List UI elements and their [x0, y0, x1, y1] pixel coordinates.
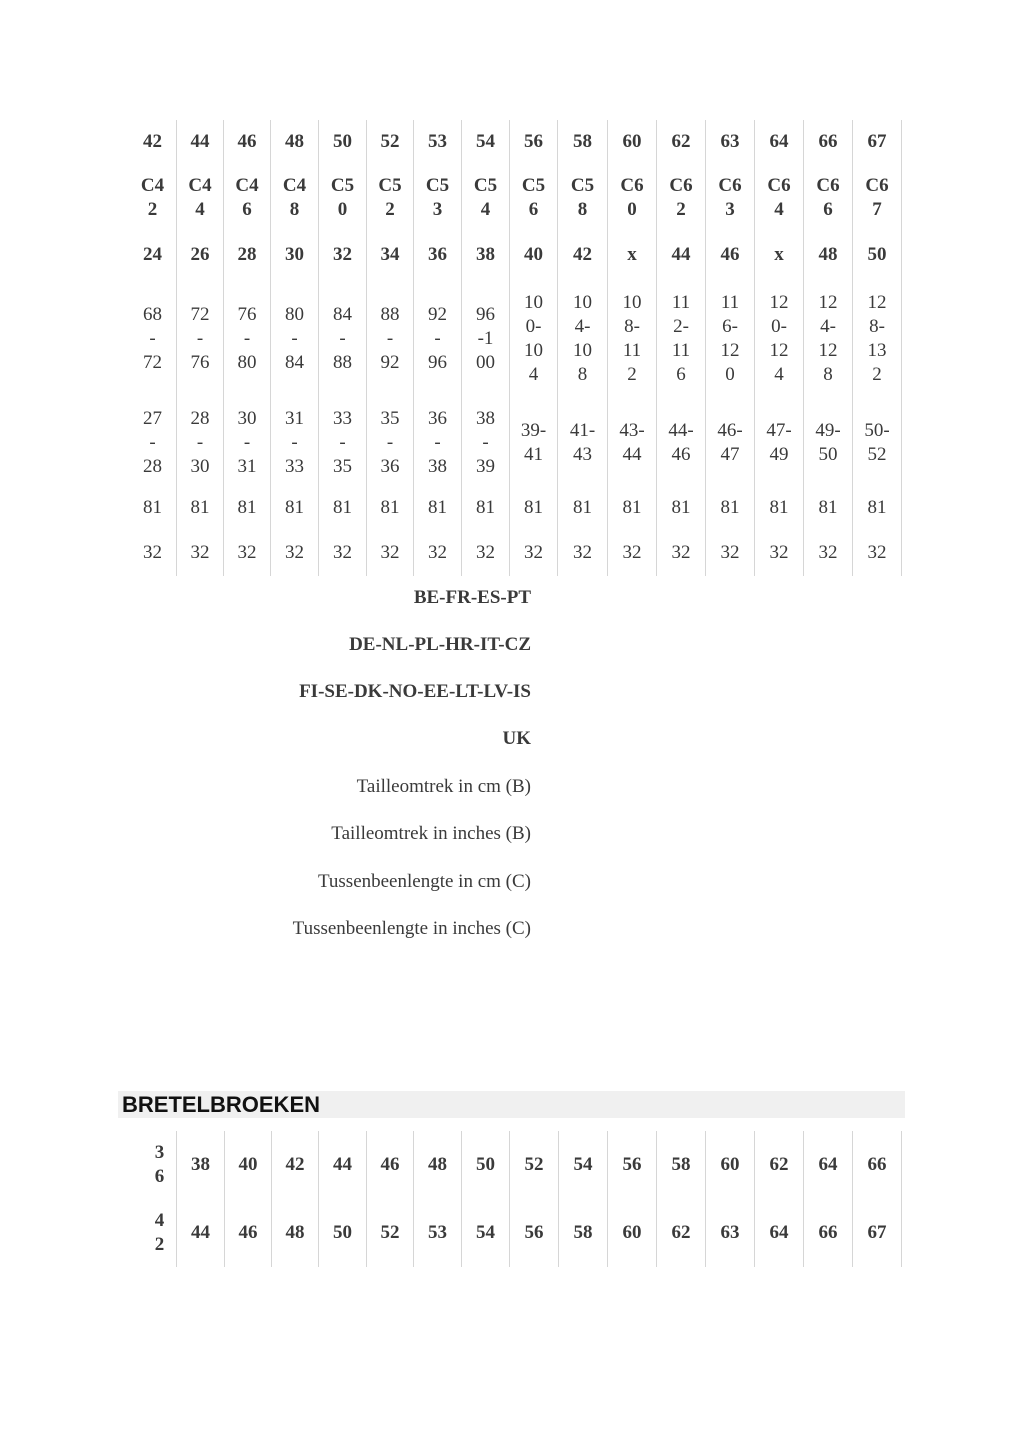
cell-c-size: C6 7 — [865, 175, 889, 220]
cell-inseam-cm: 81 — [143, 496, 162, 518]
cell-eu-size: 58 — [573, 131, 592, 152]
cell-waist-cm: 12 4- 12 8 — [818, 292, 838, 385]
table-column — [143, 1131, 177, 1267]
cell-inseam-cm: 81 — [622, 496, 642, 518]
cell-eu-size: 54 — [476, 131, 495, 152]
cell-waist-inches: 43- 44 — [619, 419, 645, 465]
cell-eu-size: 50 — [333, 1222, 352, 1243]
cell-be-size: 58 — [671, 1154, 691, 1175]
cell-eu-size: 63 — [720, 1222, 740, 1243]
cell-inseam-cm: 81 — [524, 496, 543, 518]
cell-eu-size: 52 — [380, 131, 400, 152]
table-column — [755, 120, 804, 576]
cell-inseam-cm: 81 — [428, 496, 447, 518]
cell-eu-size: 52 — [380, 1222, 400, 1243]
label-fi-se-dk-no-ee-lt-lv-is: FI-SE-DK-NO-EE-LT-LV-IS — [299, 681, 531, 702]
cell-uk-size: 30 — [285, 244, 304, 265]
table-column — [558, 120, 608, 576]
cell-be-size: 40 — [238, 1154, 258, 1175]
cell-waist-inches: 49- 50 — [815, 419, 841, 465]
cell-eu-size: 62 — [671, 1222, 691, 1243]
cell-be-size: 66 — [867, 1154, 887, 1175]
cell-waist-inches: 36 - 38 — [428, 407, 447, 477]
cell-waist-inches: 35 - 36 — [380, 407, 400, 477]
cell-waist-inches: 46- 47 — [717, 419, 743, 465]
cell-waist-cm: 10 4- 10 8 — [573, 292, 592, 385]
cell-waist-inches: 47- 49 — [766, 419, 792, 465]
cell-inseam-inches: 32 — [622, 541, 642, 563]
cell-inseam-inches: 32 — [671, 541, 691, 563]
table-column — [129, 120, 177, 576]
cell-be-size: 56 — [622, 1154, 642, 1175]
cell-inseam-cm: 81 — [285, 496, 304, 518]
cell-waist-inches: 44- 46 — [668, 419, 694, 465]
cell-inseam-inches: 32 — [143, 541, 162, 563]
cell-uk-size: 38 — [476, 244, 495, 265]
table-column — [367, 120, 414, 576]
label-de-nl-pl-hr-it-cz: DE-NL-PL-HR-IT-CZ — [349, 634, 531, 655]
cell-waist-cm: 84 - 88 — [333, 304, 352, 373]
cell-eu-size: 58 — [573, 1222, 593, 1243]
cell-waist-inches: 30 - 31 — [237, 407, 257, 477]
cell-be-size: 52 — [524, 1154, 544, 1175]
table-column — [706, 120, 755, 576]
cell-inseam-cm: 81 — [720, 496, 740, 518]
cell-be-size: 60 — [720, 1154, 740, 1175]
cell-waist-inches: 27 - 28 — [143, 407, 162, 477]
cell-inseam-cm: 81 — [573, 496, 592, 518]
table-column — [510, 1131, 559, 1267]
cell-waist-inches: 33 - 35 — [333, 407, 352, 477]
label-waist-inches: Tailleomtrek in inches (B) — [331, 823, 531, 844]
cell-eu-size: 67 — [867, 1222, 887, 1243]
cell-eu-size: 48 — [285, 131, 304, 152]
cell-waist-cm: 10 0- 10 4 — [524, 292, 543, 385]
cell-eu-size: 53 — [428, 1222, 447, 1243]
cell-eu-size: 63 — [720, 131, 740, 152]
table-column — [706, 1131, 755, 1267]
cell-inseam-inches: 32 — [867, 541, 887, 563]
cell-c-size: C6 0 — [620, 175, 644, 220]
cell-waist-cm: 76 - 80 — [237, 304, 257, 373]
cell-inseam-cm: 81 — [818, 496, 838, 518]
cell-inseam-cm: 81 — [237, 496, 257, 518]
cell-be-size: 64 — [818, 1154, 838, 1175]
section-title: BRETELBROEKEN — [122, 1092, 321, 1117]
table-column — [177, 120, 224, 576]
cell-inseam-inches: 32 — [769, 541, 789, 563]
cell-eu-size: 56 — [524, 131, 543, 152]
table-column — [319, 1131, 367, 1267]
cell-be-size: 62 — [769, 1154, 789, 1175]
section-header — [118, 1091, 905, 1118]
cell-c-size: C4 2 — [140, 175, 165, 220]
cell-c-size: C4 4 — [188, 175, 212, 220]
cell-waist-cm: 68 - 72 — [143, 304, 162, 373]
cell-waist-inches: 39- 41 — [520, 419, 547, 465]
cell-inseam-inches: 32 — [333, 541, 352, 563]
table-column — [608, 1131, 657, 1267]
cell-be-size: 44 — [333, 1154, 352, 1175]
cell-waist-cm: 11 6- 12 0 — [720, 292, 740, 385]
cell-c-size: C4 8 — [282, 175, 307, 220]
cell-inseam-inches: 32 — [237, 541, 257, 563]
table-column — [414, 120, 462, 576]
table-column — [608, 120, 657, 576]
cell-eu-size: 66 — [818, 131, 838, 152]
cell-uk-size: 46 — [720, 244, 740, 265]
cell-be-size: 50 — [476, 1154, 495, 1175]
label-waist-cm: Tailleomtrek in cm (B) — [356, 776, 531, 797]
cell-eu-size: 60 — [622, 131, 642, 152]
cell-c-size: C6 4 — [767, 175, 791, 220]
cell-c-size: C5 3 — [425, 175, 450, 220]
cell-waist-inches: 50- 52 — [864, 419, 890, 465]
cell-uk-size: 42 — [573, 244, 592, 265]
cell-c-size: C5 4 — [473, 175, 498, 220]
cell-waist-inches: 38 - 39 — [476, 407, 495, 477]
cell-inseam-inches: 32 — [380, 541, 400, 563]
cell-eu-size: 44 — [191, 1222, 210, 1243]
cell-inseam-inches: 32 — [524, 541, 543, 563]
cell-uk-size: 50 — [867, 244, 887, 265]
cell-waist-cm: 10 8- 11 2 — [622, 292, 642, 385]
table-column — [510, 120, 558, 576]
table-column — [853, 1131, 902, 1267]
cell-eu-size: 42 — [143, 131, 162, 152]
cell-c-size: C6 6 — [816, 175, 840, 220]
cell-be-size: 48 — [428, 1154, 447, 1175]
table-column — [367, 1131, 414, 1267]
cell-inseam-inches: 32 — [818, 541, 838, 563]
cell-eu-size: 64 — [769, 1222, 789, 1243]
cell-c-size: C5 2 — [378, 175, 402, 220]
cell-uk-size: 32 — [333, 244, 352, 265]
table-column — [462, 1131, 510, 1267]
cell-waist-inches: 31 - 33 — [285, 407, 304, 477]
cell-uk-size: 24 — [143, 244, 162, 265]
cell-waist-cm: 12 8- 13 2 — [867, 292, 887, 385]
cell-uk-size: x — [627, 244, 637, 265]
table-column — [271, 120, 319, 576]
cell-inseam-cm: 81 — [769, 496, 789, 518]
table-column — [657, 1131, 706, 1267]
cell-c-size: C5 0 — [330, 175, 355, 220]
cell-c-size: C4 6 — [235, 175, 259, 220]
cell-eu-size: 48 — [285, 1222, 305, 1243]
cell-uk-size: x — [774, 244, 784, 265]
cell-inseam-inches: 32 — [720, 541, 740, 563]
cell-uk-size: 48 — [818, 244, 838, 265]
cell-waist-cm: 11 2- 11 6 — [671, 292, 691, 385]
cell-inseam-inches: 32 — [428, 541, 447, 563]
cell-eu-size: 66 — [818, 1222, 838, 1243]
cell-eu-size: 50 — [333, 131, 352, 152]
cell-eu-size: 46 — [238, 1222, 258, 1243]
cell-c-size: C5 6 — [521, 175, 546, 220]
cell-be-size: 46 — [380, 1154, 400, 1175]
cell-waist-cm: 88 - 92 — [380, 304, 400, 373]
cell-waist-cm: 92 - 96 — [428, 304, 447, 373]
cell-eu-size: 60 — [622, 1222, 642, 1243]
table-column — [462, 120, 510, 576]
label-inseam-cm: Tussenbeenlengte in cm (C) — [317, 871, 531, 892]
cell-eu-size: 54 — [476, 1222, 495, 1243]
table-column — [225, 1131, 272, 1267]
cell-eu-size: 64 — [769, 131, 789, 152]
label-be-fr-es-pt: BE-FR-ES-PT — [413, 587, 531, 608]
cell-uk-size: 44 — [671, 244, 691, 265]
cell-waist-cm: 72 - 76 — [190, 304, 210, 373]
cell-c-size: C5 8 — [570, 175, 595, 220]
cell-uk-size: 36 — [428, 244, 447, 265]
cell-uk-size: 26 — [190, 244, 210, 265]
cell-eu-size: 53 — [428, 131, 447, 152]
cell-inseam-inches: 32 — [573, 541, 592, 563]
table-column — [224, 120, 271, 576]
cell-inseam-inches: 32 — [190, 541, 210, 563]
table-column — [804, 1131, 853, 1267]
table-column — [657, 120, 706, 576]
cell-eu-size: 62 — [671, 131, 691, 152]
cell-inseam-inches: 32 — [285, 541, 304, 563]
label-inseam-inches: Tussenbeenlengte in inches (C) — [292, 918, 531, 939]
cell-be-size: 38 — [191, 1154, 210, 1175]
table-column — [272, 1131, 319, 1267]
table-column — [853, 120, 902, 576]
cell-inseam-cm: 81 — [190, 496, 210, 518]
table-column — [804, 120, 853, 576]
cell-waist-cm: 12 0- 12 4 — [769, 292, 789, 385]
cell-be-size: 42 — [285, 1154, 305, 1175]
cell-inseam-cm: 81 — [867, 496, 887, 518]
cell-inseam-cm: 81 — [333, 496, 352, 518]
cell-eu-size: 56 — [524, 1222, 544, 1243]
cell-eu-size: 44 — [190, 131, 210, 152]
cell-inseam-cm: 81 — [476, 496, 495, 518]
cell-uk-size: 34 — [380, 244, 400, 265]
cell-eu-size: 4 2 — [154, 1210, 165, 1255]
cell-c-size: C6 2 — [669, 175, 693, 220]
cell-eu-size: 46 — [237, 131, 257, 152]
cell-be-size: 54 — [573, 1154, 593, 1175]
cell-inseam-inches: 32 — [476, 541, 495, 563]
cell-inseam-cm: 81 — [671, 496, 691, 518]
cell-uk-size: 40 — [524, 244, 543, 265]
cell-be-size: 3 6 — [154, 1142, 165, 1187]
cell-waist-cm: 80 - 84 — [285, 304, 304, 373]
cell-waist-inches: 41- 43 — [569, 419, 596, 465]
label-uk: UK — [502, 728, 531, 749]
table-column — [755, 1131, 804, 1267]
table-column — [177, 1131, 225, 1267]
cell-c-size: C6 3 — [718, 175, 742, 220]
table-column — [319, 120, 367, 576]
cell-inseam-cm: 81 — [380, 496, 400, 518]
table-column — [414, 1131, 462, 1267]
cell-waist-cm: 96 -1 00 — [476, 304, 495, 373]
cell-waist-inches: 28 - 30 — [190, 407, 210, 477]
cell-uk-size: 28 — [237, 244, 257, 265]
cell-eu-size: 67 — [867, 131, 887, 152]
table-column — [559, 1131, 608, 1267]
